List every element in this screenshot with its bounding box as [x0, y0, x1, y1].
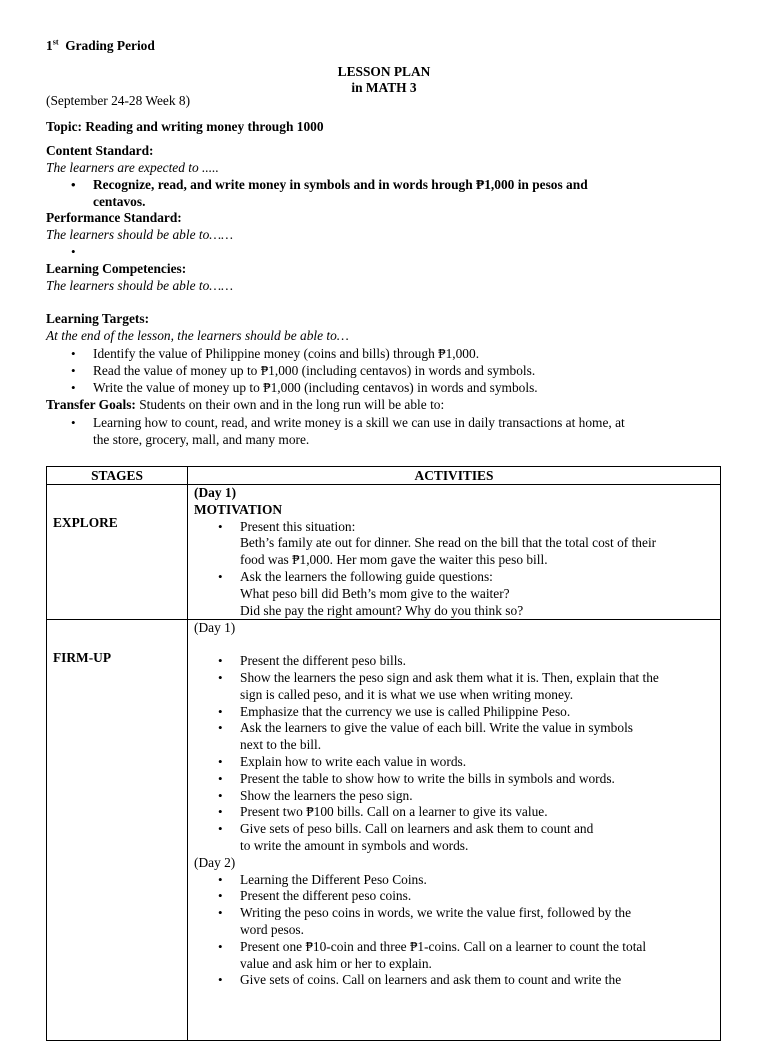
activities-table	[46, 466, 721, 1041]
lesson-plan-title: LESSON PLAN	[337, 64, 431, 79]
list-item: • Read the value of money up to ₱1,000 (including centavos) in words and symbols.	[93, 363, 538, 380]
explore-list	[240, 519, 716, 620]
firmup-activities	[188, 620, 721, 1041]
learning-targets-heading: Learning Targets:	[46, 311, 150, 326]
day-label: (Day 2)	[194, 854, 236, 870]
topic: Topic: Reading and writing money through 1000	[46, 119, 324, 134]
list-item: • Ask the learners to give the value of each bill. Write the value in symbols next to the bill.	[240, 720, 716, 754]
empty-list-item	[93, 244, 103, 261]
list-item: • Identify the value of Philippine money (coins and bills) through ₱1,000.	[93, 346, 538, 363]
list-item: • Emphasize that the currency we use is called Philippine Peso.	[240, 704, 716, 721]
transfer-goals: Transfer Goals: Students on their own and in the long run will be able to:	[46, 397, 445, 412]
list-item: • Ask the learners the following guide questions: What peso bill did Beth’s mom give to the waiter? Did she pay the right amount? Why do you think so?	[240, 569, 716, 619]
list-item: • Show the learners the peso sign and ask them what it is. Then, explain that the sign is called peso, and it is what we use when writing money.	[240, 670, 716, 704]
transfer-goals-list	[93, 415, 625, 449]
list-item: • Learning how to count, read, and write money is a skill we can use in daily transactions at home, at the store, grocery, mall, and many more.	[93, 415, 625, 449]
list-item: • Present the table to show how to write the bills in symbols and words.	[240, 771, 716, 788]
table-row-explore	[47, 485, 721, 620]
content-standard-heading: Content Standard:	[46, 143, 154, 158]
table-row-firmup	[47, 620, 721, 1041]
learning-competencies-heading: Learning Competencies:	[46, 261, 187, 276]
list-item: • Give sets of coins. Call on learners and ask them to count and write the	[240, 972, 716, 989]
learning-targets-intro: At the end of the lesson, the learners should be able to…	[46, 328, 349, 343]
column-header-stages: STAGES	[47, 467, 188, 485]
list-item: • Explain how to write each value in words.	[240, 754, 716, 771]
list-item: • Present two ₱100 bills. Call on a learner to give its value.	[240, 804, 716, 821]
list-item: • Present this situation: Beth’s family ate out for dinner. She read on the bill that the total cost of their food was ₱1,000. Her mom gave the waiter this peso bill.	[240, 519, 716, 569]
motivation-heading: MOTIVATION	[194, 501, 283, 517]
firmup-day2-list	[240, 872, 716, 990]
list-item: • Write the value of money up to ₱1,000 (including centavos) in words and symbols.	[93, 380, 538, 397]
performance-standard-heading: Performance Standard:	[46, 210, 182, 225]
learning-competencies-intro: The learners should be able to……	[46, 278, 234, 293]
column-header-activities: ACTIVITIES	[188, 467, 721, 485]
subject-title: in MATH 3	[351, 80, 417, 95]
list-item: • Recognize, read, and write money in symbols and in words hrough ₱1,000 in pesos and centavos.	[93, 177, 588, 211]
performance-standard-list	[93, 244, 103, 261]
day-label: (Day 1)	[194, 620, 236, 636]
list-item: • Show the learners the peso sign.	[240, 788, 716, 805]
list-item: • Give sets of peso bills. Call on learners and ask them to count and to write the amount in symbols and words.	[240, 821, 716, 855]
list-item: • Present the different peso bills.	[240, 653, 716, 670]
day-label: (Day 1)	[194, 485, 237, 500]
content-standard-intro: The learners are expected to .....	[46, 160, 219, 175]
stage-explore: EXPLORE	[47, 485, 188, 620]
content-standard-list	[93, 177, 588, 211]
date-range: (September 24-28 Week 8)	[46, 93, 191, 108]
list-item: • Learning the Different Peso Coins.	[240, 872, 716, 889]
grading-period: 1st Grading Period	[46, 37, 155, 53]
list-item: • Writing the peso coins in words, we write the value first, followed by the word pesos.	[240, 905, 716, 939]
list-item: • Present one ₱10-coin and three ₱1-coins. Call on a learner to count the total value and ask him or her to explain.	[240, 939, 716, 973]
performance-standard-intro: The learners should be able to……	[46, 227, 234, 242]
stage-firm-up: FIRM-UP	[47, 620, 188, 1041]
explore-activities	[188, 485, 721, 620]
list-item: • Present the different peso coins.	[240, 888, 716, 905]
firmup-day1-list	[240, 653, 716, 855]
table-header-row	[47, 467, 721, 485]
learning-targets-list	[93, 346, 538, 396]
